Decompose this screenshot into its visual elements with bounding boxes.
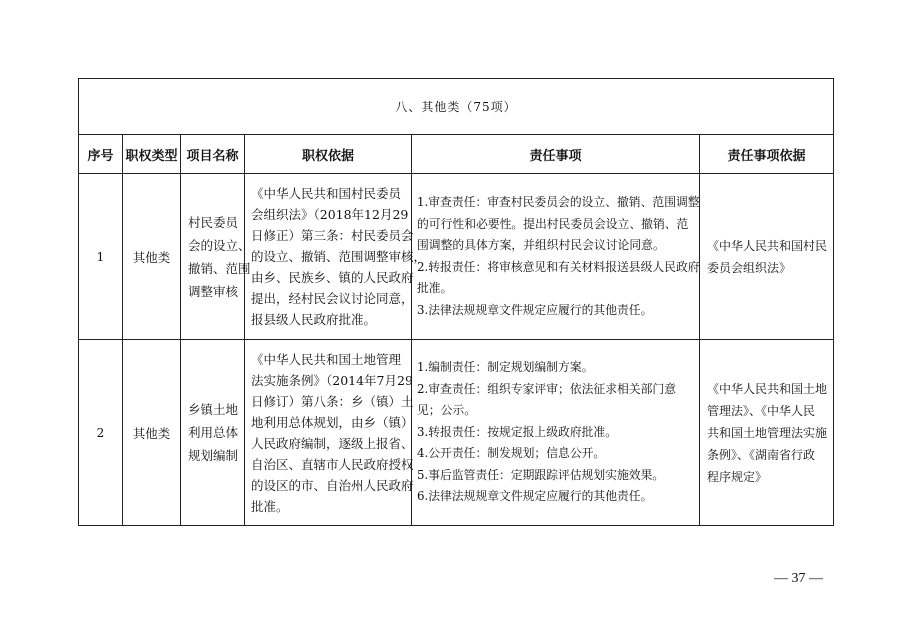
resp-basis-line: 条例》、《湖南省行政 — [707, 447, 816, 462]
row-number: 2 — [79, 340, 123, 526]
row-basis — [245, 340, 412, 526]
name-line: 调整审核 — [188, 283, 239, 299]
header-resp: 责任事项 — [412, 135, 700, 174]
resp-line: 5.事后监管责任：定期跟踪评估规划实施效果。 — [417, 467, 665, 482]
resp-line: 2.转报责任：将审核意见和有关材料报送县级人民政府 — [417, 259, 700, 274]
resp-line: 3.法律法规规章文件规定应履行的其他责任。 — [417, 302, 653, 317]
row-responsibilities — [412, 174, 700, 340]
row-number: 1 — [79, 174, 123, 340]
header-resp-basis: 责任事项依据 — [700, 135, 834, 174]
basis-line: 报县级人民政府批准。 — [251, 312, 377, 327]
header-basis: 职权依据 — [245, 135, 412, 174]
name-line: 乡镇土地 — [188, 402, 239, 417]
page-number: — 37 — — [774, 571, 823, 586]
basis-line: 的设区的市、自治州人民政府 — [251, 477, 414, 493]
resp-line: 1.审查责任：审查村民委员会的设立、撤销、范围调整 — [417, 195, 700, 209]
resp-line: 4.公开责任：制发规划；信息公开。 — [417, 446, 606, 461]
row-basis — [245, 174, 427, 340]
resp-basis-line: 管理法》、《中华人民 — [707, 403, 816, 418]
resp-basis-line: 共和国土地管理法实施 — [707, 425, 828, 440]
basis-line: 的设立、撤销、范围调整审核， — [251, 249, 427, 264]
resp-line: 3.转报责任：按规定报上级政府批准。 — [417, 424, 618, 439]
basis-line: 批准。 — [251, 498, 289, 514]
name-line: 村民委员 — [188, 214, 239, 230]
resp-line: 6.法律法规规章文件规定应履行的其他责任。 — [417, 489, 653, 504]
name-line: 利用总体 — [188, 425, 239, 440]
duty-table — [78, 78, 834, 526]
row-resp-basis — [700, 340, 834, 526]
row-resp-basis — [700, 174, 834, 340]
row-responsibilities — [412, 340, 700, 526]
basis-line: 日修订）第八条：乡（镇）土 — [251, 393, 414, 409]
table-row — [79, 340, 834, 526]
resp-line: 围调整的具体方案，并组织村民会议讨论同意。 — [417, 238, 665, 252]
basis-line: 自治区、直辖市人民政府授权 — [251, 456, 414, 472]
row-type: 其他类 — [123, 340, 181, 526]
basis-line: 会组织法》（2018年12月29 — [251, 207, 409, 222]
resp-line: 2.审查责任：组织专家评审；依法征求相关部门意 — [417, 381, 676, 396]
resp-line: 1.编制责任：制定规划编制方案。 — [417, 360, 594, 375]
resp-basis-line: 委员会组织法》 — [707, 260, 792, 275]
basis-line: 人民政府编制，逐级上报省、 — [251, 435, 414, 451]
resp-line: 见；公示。 — [417, 403, 476, 418]
basis-line: 日修正）第三条：村民委员会 — [251, 228, 414, 243]
table-row — [79, 174, 834, 340]
row-type: 其他类 — [123, 174, 181, 340]
name-line: 会的设立、 — [188, 237, 251, 253]
section-title: 八、其他类（75项） — [79, 79, 834, 135]
resp-line: 批准。 — [417, 281, 453, 295]
row-project-name — [181, 174, 251, 340]
basis-line: 《中华人民共和国村民委员 — [251, 186, 402, 201]
basis-line: 提出，经村民会议讨论同意， — [251, 291, 414, 306]
header-row — [79, 135, 834, 174]
basis-line: 法实施条例》（2014年7月29 — [251, 372, 413, 388]
basis-line: 《中华人民共和国土地管理 — [251, 351, 402, 367]
header-type: 职权类型 — [123, 135, 181, 174]
resp-basis-line: 《中华人民共和国村民 — [707, 238, 828, 253]
name-line: 规划编制 — [188, 448, 239, 463]
resp-basis-line: 《中华人民共和国土地 — [707, 381, 828, 396]
resp-line: 的可行性和必要性。提出村民委员会设立、撤销、范 — [417, 216, 689, 231]
name-line: 撤销、范围 — [188, 260, 251, 276]
basis-line: 由乡、民族乡、镇的人民政府 — [251, 270, 414, 285]
resp-basis-line: 程序规定》 — [707, 469, 768, 484]
basis-line: 地利用总体规划，由乡（镇） — [251, 414, 414, 430]
header-num: 序号 — [79, 135, 123, 174]
row-project-name — [181, 340, 245, 526]
header-name: 项目名称 — [181, 135, 245, 174]
